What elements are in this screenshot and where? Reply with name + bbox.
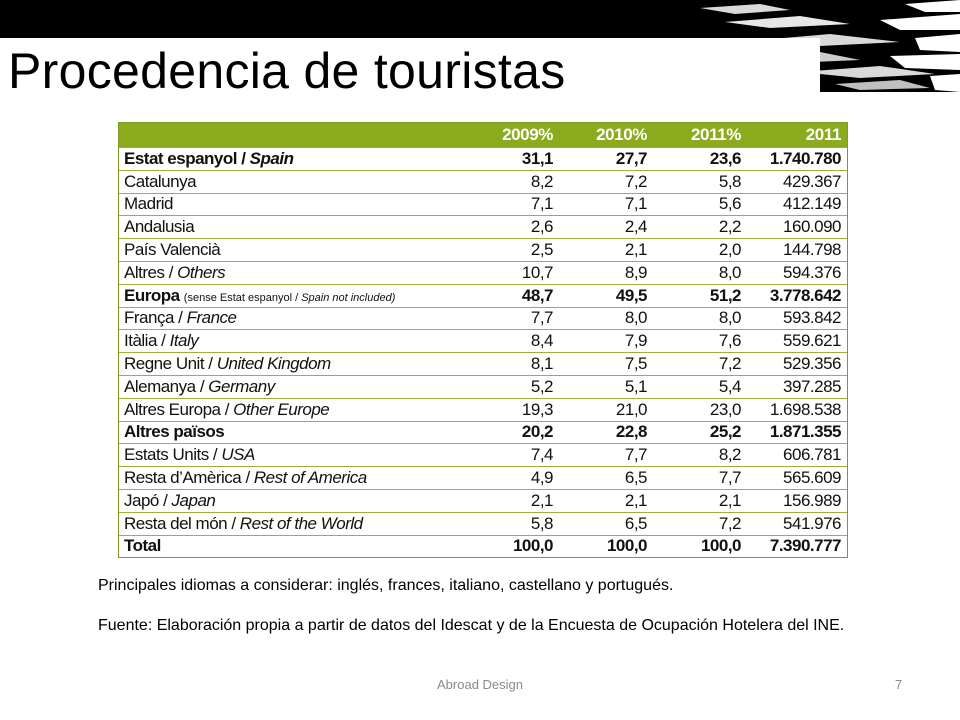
row-value: 5,6 (653, 193, 747, 216)
row-value: 7,7 (559, 444, 653, 467)
row-label-text: Japó (124, 490, 159, 510)
row-label-text: Estats Units (124, 445, 209, 465)
table-row (119, 421, 847, 444)
row-label: Estat espanyol / Spain (119, 148, 463, 171)
row-label-text: Altres Europa (124, 399, 221, 419)
row-value: 606.781 (747, 444, 847, 467)
row-label: Japó / Japan (119, 489, 463, 512)
row-value: 412.149 (747, 193, 847, 216)
header-cell: 2011 (747, 123, 847, 148)
row-value: 541.976 (747, 512, 847, 535)
table-row (119, 148, 847, 171)
row-label-text: Andalusia (124, 217, 195, 237)
row-label: Altres / Others (119, 261, 463, 284)
row-value: 5,2 (463, 375, 559, 398)
row-value: 8,0 (653, 261, 747, 284)
slide-title: Procedencia de touristas (8, 43, 566, 92)
row-value: 2,4 (559, 216, 653, 239)
footer-text: Abroad Design (437, 677, 523, 692)
row-value: 22,8 (559, 421, 653, 444)
row-label-text: Alemanya (124, 376, 196, 396)
row-label-text: Altres (124, 262, 165, 282)
row-label-text: Regne Unit (124, 354, 205, 374)
row-label-english: Italy (169, 331, 199, 351)
table-row (119, 398, 847, 421)
row-label-english: Rest of America (253, 468, 367, 488)
row-value: 5,4 (653, 375, 747, 398)
row-label: França / France (119, 307, 463, 330)
row-value: 397.285 (747, 375, 847, 398)
table-row (119, 170, 847, 193)
row-value: 7,7 (463, 307, 559, 330)
row-value: 23,6 (653, 148, 747, 171)
row-value: 2,1 (653, 489, 747, 512)
row-value: 48,7 (463, 284, 559, 307)
row-label-text: Madrid (124, 194, 173, 214)
row-value: 8,2 (463, 170, 559, 193)
row-value: 8,1 (463, 353, 559, 376)
header-banner (0, 0, 960, 92)
row-value: 565.609 (747, 467, 847, 490)
row-label: Regne Unit / United Kingdom (119, 353, 463, 376)
row-value: 2,1 (559, 239, 653, 262)
row-label (119, 239, 463, 262)
row-value: 2,5 (463, 239, 559, 262)
row-label-english: Japan (171, 490, 216, 510)
row-value: 593.842 (747, 307, 847, 330)
row-value: 31,1 (463, 148, 559, 171)
row-value: 2,2 (653, 216, 747, 239)
row-value: 156.989 (747, 489, 847, 512)
row-value: 25,2 (653, 421, 747, 444)
table-row (119, 330, 847, 353)
row-label (119, 193, 463, 216)
table-row (119, 512, 847, 535)
row-value: 2,6 (463, 216, 559, 239)
header-cell: 2009% (463, 123, 559, 148)
row-value: 7,2 (653, 353, 747, 376)
row-value: 27,7 (559, 148, 653, 171)
row-value: 7,4 (463, 444, 559, 467)
row-label-text: Catalunya (124, 171, 197, 191)
row-value: 10,7 (463, 261, 559, 284)
row-label-text: França (124, 308, 174, 328)
row-value: 7,2 (653, 512, 747, 535)
table-row (119, 216, 847, 239)
row-value: 1.698.538 (747, 398, 847, 421)
row-value: 20,2 (463, 421, 559, 444)
row-value: 2,1 (559, 489, 653, 512)
row-label: Altres Europa / Other Europe (119, 398, 463, 421)
row-value: 7,6 (653, 330, 747, 353)
table-body (119, 148, 847, 558)
row-value: 2,0 (653, 239, 747, 262)
row-value: 21,0 (559, 398, 653, 421)
row-value: 8,0 (653, 307, 747, 330)
row-value: 7,9 (559, 330, 653, 353)
table-row (119, 239, 847, 262)
table-row (119, 489, 847, 512)
row-value: 594.376 (747, 261, 847, 284)
row-label-english: Spain (249, 148, 294, 168)
row-value: 23,0 (653, 398, 747, 421)
row-label (119, 216, 463, 239)
row-value: 4,9 (463, 467, 559, 490)
table-row (119, 261, 847, 284)
row-label-english: Rest of the World (239, 513, 363, 533)
row-value: 160.090 (747, 216, 847, 239)
row-label-text: País Valencià (124, 240, 221, 260)
row-value: 7.390.777 (747, 535, 847, 557)
row-value: 5,1 (559, 375, 653, 398)
row-label-text: Resta d’Amèrica (124, 468, 242, 488)
row-value: 100,0 (653, 535, 747, 557)
row-label-text: Total (124, 536, 161, 556)
row-label-text: Europa (124, 285, 180, 305)
row-value: 7,5 (559, 353, 653, 376)
header-cell (119, 123, 463, 148)
row-value: 5,8 (463, 512, 559, 535)
table-row (119, 467, 847, 490)
row-value: 6,5 (559, 512, 653, 535)
row-label: Estats Units / USA (119, 444, 463, 467)
header-cell: 2010% (559, 123, 653, 148)
row-label-english: Other Europe (233, 399, 330, 419)
table-row (119, 535, 847, 557)
table-row (119, 307, 847, 330)
row-value: 2,1 (463, 489, 559, 512)
row-label-english: United Kingdom (216, 354, 331, 374)
row-value: 429.367 (747, 170, 847, 193)
header-cell: 2011% (653, 123, 747, 148)
table-row (119, 444, 847, 467)
row-label-english: Others (177, 262, 226, 282)
notes (98, 576, 878, 636)
row-label: Alemanya / Germany (119, 375, 463, 398)
row-value: 559.621 (747, 330, 847, 353)
row-value: 100,0 (463, 535, 559, 557)
source-note: Fuente: Elaboración propia a partir de datos del Idescat y de la Encuesta de Ocupación Hotelera del INE. (98, 617, 845, 634)
table-row (119, 284, 847, 307)
table-row (119, 193, 847, 216)
row-value: 1.740.780 (747, 148, 847, 171)
page-number: 7 (895, 677, 903, 692)
row-label: Resta d’Amèrica / Rest of America (119, 467, 463, 490)
row-label-note-english: Spain not included) (301, 291, 396, 304)
row-label (119, 535, 463, 557)
row-label-note-text: (sense Estat espanyol (183, 291, 293, 304)
row-value: 1.871.355 (747, 421, 847, 444)
row-label-text: Estat espanyol (124, 148, 237, 168)
title-box (0, 38, 820, 92)
table-row (119, 375, 847, 398)
row-value: 8,4 (463, 330, 559, 353)
row-value: 144.798 (747, 239, 847, 262)
row-value: 6,5 (559, 467, 653, 490)
row-value: 51,2 (653, 284, 747, 307)
row-label-text: Itàlia (124, 331, 157, 351)
languages-note: Principales idiomas a considerar: inglés, frances, italiano, castellano y portugués. (98, 577, 674, 594)
table-header-row (119, 123, 847, 148)
row-value: 529.356 (747, 353, 847, 376)
row-value: 49,5 (559, 284, 653, 307)
row-label-english: France (186, 308, 237, 328)
row-value: 7,1 (463, 193, 559, 216)
row-value: 7,1 (559, 193, 653, 216)
row-value: 19,3 (463, 398, 559, 421)
row-value: 8,2 (653, 444, 747, 467)
row-value: 7,7 (653, 467, 747, 490)
row-value: 5,8 (653, 170, 747, 193)
row-label-english: Germany (208, 376, 275, 396)
row-value: 8,9 (559, 261, 653, 284)
row-label (119, 170, 463, 193)
row-label-text: Resta del món (124, 513, 228, 533)
row-value: 3.778.642 (747, 284, 847, 307)
tourist-origin-table (118, 122, 848, 558)
row-value: 7,2 (559, 170, 653, 193)
row-label-text: Altres països (124, 422, 225, 442)
row-label (119, 284, 463, 307)
row-label-english: USA (221, 445, 255, 465)
row-label: Itàlia / Italy (119, 330, 463, 353)
row-value: 100,0 (559, 535, 653, 557)
row-label (119, 421, 463, 444)
row-label: Resta del món / Rest of the World (119, 512, 463, 535)
table-row (119, 353, 847, 376)
row-label-note: (sense Estat espanyol / Spain not included) (183, 291, 396, 304)
row-value: 8,0 (559, 307, 653, 330)
